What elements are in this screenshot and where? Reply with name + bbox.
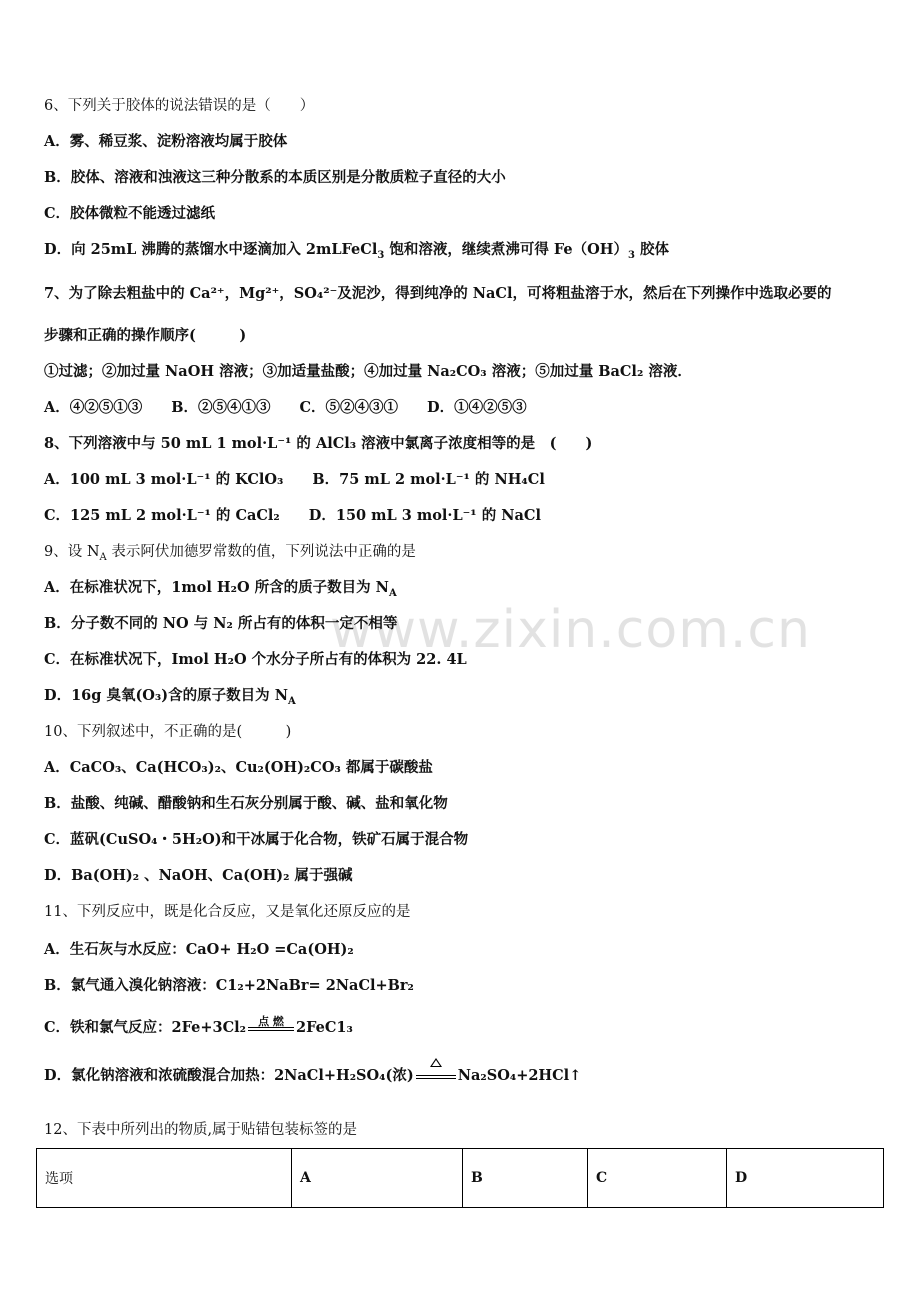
q6-option-c: C．胶体微粒不能透过滤纸 xyxy=(44,205,216,222)
q7-options: A．④②⑤①③ B．②⑤④①③ C．⑤②④③① D．①④②⑤③ xyxy=(44,399,527,416)
q6-stem: 6、下列关于胶体的说法错误的是（ ） xyxy=(44,98,315,114)
q9-option-a: A．在标准状况下，1mol H₂O 所含的质子数目为 $N_A$ xyxy=(44,579,397,599)
table-header-cell: A xyxy=(292,1149,463,1208)
q10-option-c: C．蓝矾(CuSO₄・5H₂O)和干冰属于化合物，铁矿石属于混合物 xyxy=(44,831,469,848)
q12-stem: 12、下表中所列出的物质,属于贴错包装标签的是 xyxy=(44,1122,358,1138)
table-header-cell: 选项 xyxy=(37,1149,292,1208)
q8-options-ab: A．100 mL 3 mol·L⁻¹ 的 KClO₃ B．75 mL 2 mol·L⁻¹ 的 NH₄Cl xyxy=(44,471,545,488)
q10-option-b: B．盐酸、纯碱、醋酸钠和生石灰分别属于酸、碱、盐和氧化物 xyxy=(44,795,448,812)
q11-option-d: D．氯化钠溶液和浓硫酸混合加热：2NaCl+H₂SO₄(浓) Na₂SO₄+2HCl↑ xyxy=(44,1066,581,1086)
q11-option-c: C．铁和氯气反应：2Fe+3Cl₂ 点 燃 2FeC1₃ xyxy=(44,1015,353,1036)
q8-stem: 8、下列溶液中与 50 mL 1 mol·L⁻¹ 的 AlCl₃ 溶液中氯离子浓度相等的是 ( ) xyxy=(44,435,593,452)
q8-options-cd: C．125 mL 2 mol·L⁻¹ 的 CaCl₂ D．150 mL 3 mol·L⁻¹ 的 NaCl xyxy=(44,507,541,524)
q9-option-c: C．在标准状况下，Imol H₂O 个水分子所占有的体积为 22. 4L xyxy=(44,651,467,668)
table-header-cell: D xyxy=(727,1149,884,1208)
q6-option-b: B．胶体、溶液和浊液这三种分散系的本质区别是分散质粒子直径的大小 xyxy=(44,169,506,186)
table-header-cell: C xyxy=(588,1149,727,1208)
q11-stem: 11、下列反应中，既是化合反应，又是氧化还原反应的是 xyxy=(44,904,411,920)
q6-option-d: D．向 25mL 沸腾的蒸馏水中逐滴加入 2mLFeCl$_3$ 饱和溶液，继续煮沸可得 $Fe(OH)_3$ 胶体 xyxy=(44,241,669,261)
table-row xyxy=(37,1149,884,1208)
q7-operations: ①过滤；②加过量 NaOH 溶液；③加适量盐酸；④加过量 Na₂CO₃ 溶液；⑤加过量 BaCl₂ 溶液． xyxy=(44,363,692,380)
table-header-cell: B xyxy=(463,1149,588,1208)
q9-option-b: B．分子数不同的 NO 与 N₂ 所占有的体积一定不相等 xyxy=(44,615,398,632)
q10-option-d: D．Ba(OH)₂ 、NaOH、Ca(OH)₂ 属于强碱 xyxy=(44,867,353,884)
q9-option-d: D．16g 臭氧(O₃)含的原子数目为 $N_A$ xyxy=(44,687,296,707)
label-table xyxy=(36,1148,884,1208)
watermark: www.zixin.com.cn xyxy=(330,600,811,660)
q10-option-a: A．CaCO₃、Ca(HCO₃)₂、Cu₂(OH)₂CO₃ 都属于碳酸盐 xyxy=(44,759,433,776)
q11-option-a: A．生石灰与水反应：CaO+ H₂O =Ca(OH)₂ xyxy=(44,941,354,958)
heat-triangle-icon xyxy=(416,1066,456,1086)
q9-stem: 9、设 $N_A$ 表示阿伏加德罗常数的值，下列说法中正确的是 xyxy=(44,544,416,563)
q11-option-b: B．氯气通入溴化钠溶液：C1₂+2NaBr= 2NaCl+Br₂ xyxy=(44,977,414,994)
q6-option-a: A．雾、稀豆浆、淀粉溶液均属于胶体 xyxy=(44,133,288,150)
q10-stem: 10、下列叙述中，不正确的是( ) xyxy=(44,724,292,740)
q7-stem: 7、为了除去粗盐中的 Ca²⁺，Mg²⁺，SO₄²⁻及泥沙，得到纯净的 NaCl，可将粗盐溶于水，然后在下列操作中选取必要的 xyxy=(44,285,832,302)
q7-stem-2: 步骤和正确的操作顺序( ) xyxy=(44,327,247,344)
reaction-condition-ignite: 点 燃 xyxy=(248,1018,294,1038)
